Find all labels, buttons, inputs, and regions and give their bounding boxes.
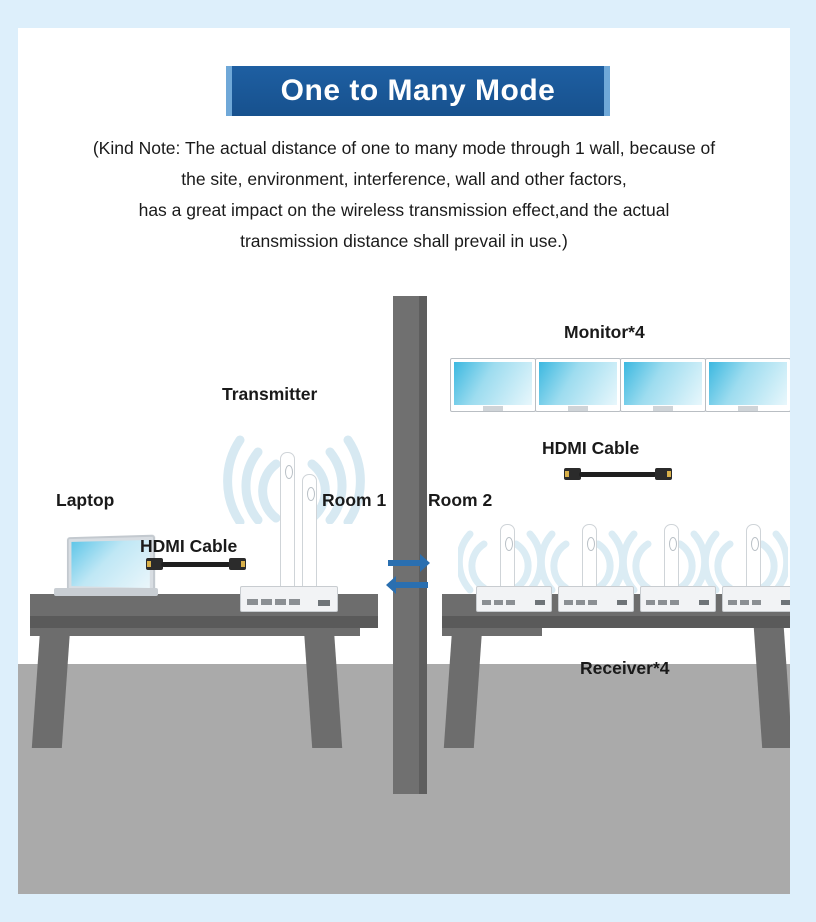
monitor-3-screen xyxy=(624,362,702,405)
monitor-3-stand xyxy=(653,406,673,411)
receiver-3 xyxy=(640,586,716,612)
monitor-4 xyxy=(705,358,790,412)
receiver-4-antenna xyxy=(746,524,761,590)
hdmi-wire-right xyxy=(579,472,657,477)
hdmi-wire-left xyxy=(161,562,231,567)
receiver-1-antenna xyxy=(500,524,515,590)
diagram-canvas xyxy=(18,256,790,894)
label-room-2: Room 2 xyxy=(428,490,493,510)
monitor-1-screen xyxy=(454,362,532,405)
note-line-2: the site, environment, interference, wall and other factors, xyxy=(181,169,627,189)
receiver-2-antenna xyxy=(582,524,597,590)
receiver-3-ports-icon xyxy=(646,600,679,605)
transmitter-device xyxy=(240,586,338,612)
receiver-1 xyxy=(476,586,552,612)
laptop-base xyxy=(54,588,158,596)
note-line-4: transmission distance shall prevail in use.) xyxy=(240,231,568,251)
banner-edge-right-icon xyxy=(604,66,610,116)
label-laptop: Laptop xyxy=(56,490,115,510)
label-monitors: Monitor*4 xyxy=(564,322,645,342)
label-room-1: Room 1 xyxy=(322,490,387,510)
monitor-1 xyxy=(450,358,536,412)
desk-right-edge xyxy=(442,616,790,628)
transmitter-antenna-1 xyxy=(280,452,295,590)
receiver-3-led-icon xyxy=(699,600,709,605)
monitor-4-screen xyxy=(709,362,787,405)
monitor-2 xyxy=(535,358,621,412)
page-title-banner xyxy=(232,66,604,116)
hdmi-cable-left xyxy=(146,558,246,570)
hdmi-cable-right xyxy=(564,468,672,480)
receiver-2-led-icon xyxy=(617,600,627,605)
receiver-3-antenna xyxy=(664,524,679,590)
receiver-4 xyxy=(722,586,790,612)
desk-left-edge xyxy=(30,616,378,628)
wall xyxy=(393,296,419,794)
monitor-2-screen xyxy=(539,362,617,405)
receiver-1-led-icon xyxy=(535,600,545,605)
label-hdmi-cable-left: HDMI Cable xyxy=(140,536,238,556)
monitor-1-stand xyxy=(483,406,503,411)
page-title: One to Many Mode xyxy=(280,74,556,107)
receiver-2 xyxy=(558,586,634,612)
monitor-2-stand xyxy=(568,406,588,411)
receiver-2-ports-icon xyxy=(564,600,597,605)
transmitter-led-icon xyxy=(318,600,330,606)
laptop-wallpaper xyxy=(71,540,149,588)
monitor-3 xyxy=(620,358,706,412)
monitor-4-stand xyxy=(738,406,758,411)
note-line-3: has a great impact on the wireless transmission effect,and the actual xyxy=(138,200,670,220)
note-line-1: (Kind Note: The actual distance of one to many mode through 1 wall, because of xyxy=(92,138,716,158)
label-transmitter: Transmitter xyxy=(222,384,318,404)
transmitter-antenna-2 xyxy=(302,474,317,590)
banner-edge-left-icon xyxy=(226,66,232,116)
signal-arrows-icon xyxy=(384,546,432,598)
wall-shadow xyxy=(419,296,427,794)
label-receivers: Receiver*4 xyxy=(580,658,670,678)
receiver-4-led-icon xyxy=(781,600,790,605)
transmitter-ports-icon xyxy=(247,599,300,605)
receiver-4-ports-icon xyxy=(728,600,761,605)
hdmi-plug-right-icon xyxy=(229,558,246,570)
label-hdmi-cable-right: HDMI Cable xyxy=(542,438,640,458)
kind-note xyxy=(28,133,780,257)
hdmi-plug-right-right-icon xyxy=(655,468,672,480)
receiver-1-ports-icon xyxy=(482,600,515,605)
info-card xyxy=(18,28,790,894)
